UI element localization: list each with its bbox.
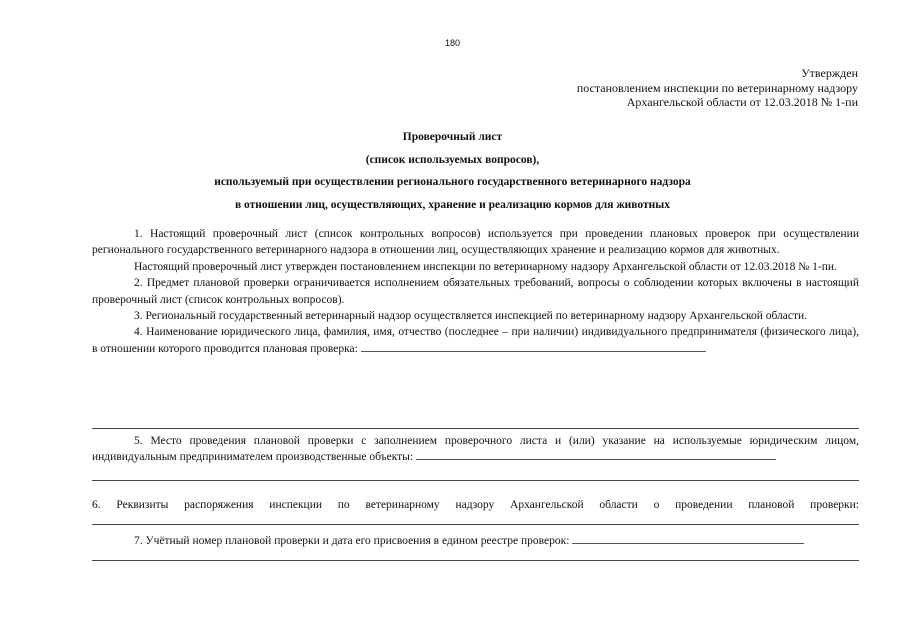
fill-line-order-details[interactable] (92, 524, 859, 525)
title-line-1: Проверочный лист (402, 131, 503, 143)
fill-line-registry-number[interactable] (572, 533, 804, 544)
paragraph-4 (92, 324, 859, 357)
fill-line-inspection-place-2[interactable] (92, 480, 859, 481)
title-line-3: используемый при осуществлении регионального государственного ветеринарного надзора (214, 176, 691, 188)
paragraph-5-block (92, 433, 859, 466)
fill-line-legal-entity[interactable] (361, 341, 706, 352)
document-body (92, 226, 859, 357)
title-line-4: в отношении лиц, осуществляющих, хранение и реализацию кормов для животных (234, 198, 671, 211)
fill-line-legal-entity-2[interactable] (92, 428, 859, 429)
approval-line-3: Архангельской области от 12.03.2018 № 1-пи (626, 95, 858, 109)
paragraph-1b: Настоящий проверочный лист утвержден постановлением инспекции по ветеринарному надзору Архангельской области от 12.03.2018 № 1-пи. (134, 260, 837, 273)
fill-line-registry-number-2[interactable] (92, 560, 859, 561)
paragraph-5-text: 5. Место проведения плановой проверки с заполнением проверочного листа и (или) указание на используемые юридическим лицом, индивидуальным предпринимателем производственные объекты: (92, 435, 859, 464)
paragraph-2: 2. Предмет плановой проверки ограничивается исполнением обязательных требований, вопросы о соблюдении которых включены в настоящий проверочный лист (список контрольных вопросов). (92, 277, 859, 306)
title-line-2: (список используемых вопросов), (365, 153, 540, 166)
page-number: 180 (444, 38, 461, 48)
paragraph-6: 6. Реквизиты распоряжения инспекции по ветеринарному надзору Архангельской области о проведении плановой проверки: (92, 499, 859, 511)
document-title (0, 126, 905, 216)
paragraph-5 (92, 433, 859, 466)
paragraph-7-block (134, 533, 804, 549)
paragraph-7: 7. Учётный номер плановой проверки и дата его присвоения в едином реестре проверок: (134, 535, 570, 547)
paragraph-1: 1. Настоящий проверочный лист (список контрольных вопросов) используется при проведении плановых проверок при осуществлении регионального государственного ветеринарного надзора в отношении лиц, осуществляющих хранение и реализацию кормов для животных. (92, 228, 859, 257)
paragraph-3: 3. Региональный государственный ветеринарный надзор осуществляется инспекцией по ветеринарному надзору Архангельской области. (134, 310, 808, 323)
approval-line-1: Утвержден (801, 66, 858, 80)
paragraph-4-text: 4. Наименование юридического лица, фамилия, имя, отчество (последнее – при наличии) индивидуального предпринимателя (физического лица), в отношении которого проводится плановая проверка: (92, 326, 859, 355)
fill-line-inspection-place[interactable] (416, 449, 776, 460)
approval-line-2: постановлением инспекции по ветеринарному надзору (576, 80, 858, 95)
approval-stamp (577, 66, 858, 110)
